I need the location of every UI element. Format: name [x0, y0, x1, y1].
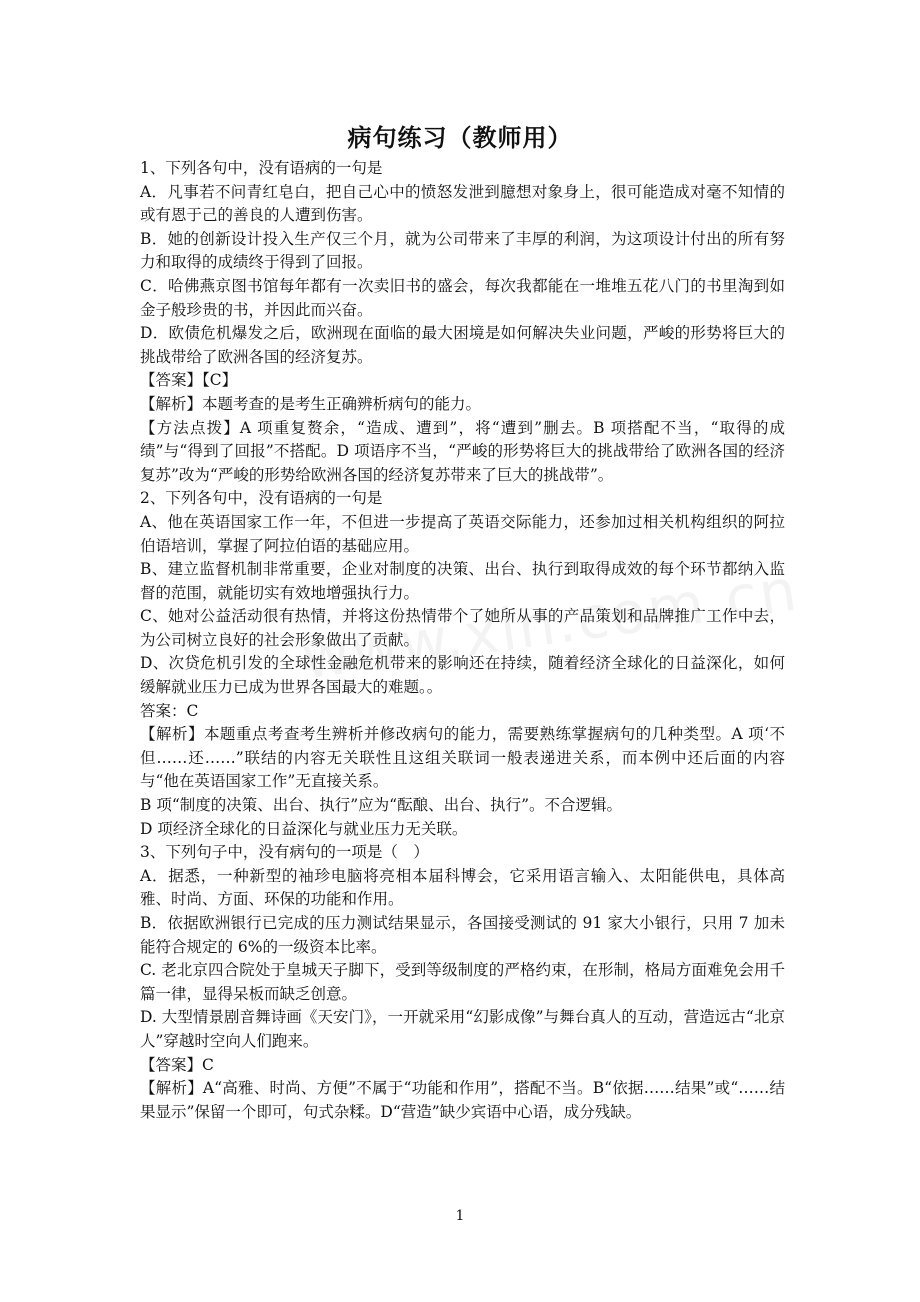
document-title: 病句练习（教师用）: [347, 123, 573, 152]
paragraph: A．据悉，一种新型的袖珍电脑将亮相本届科博会，它采用语言输入、太阳能供电，具体高雅、时尚、方面、环保的功能和作用。: [140, 866, 785, 909]
paragraph: 2、下列各句中，没有语病的一句是: [140, 489, 383, 508]
paragraph: B．她的创新设计投入生产仅三个月，就为公司带来了丰厚的利润，为这项设计付出的所有努力和取得的成绩终于得到了回报。: [140, 229, 785, 272]
paragraph: D. 大型情景剧音舞诗画《天安门》，一开就采用“幻影成像”与舞台真人的互动，营造远古“北京人”穿越时空向人们跑来。: [140, 1008, 785, 1050]
paragraph: 【答案】C: [140, 1055, 214, 1074]
paragraph: D、次贷危机引发的全球性金融危机带来的影响还在持续，随着经济全球化的日益深化，如何缓解就业压力已成为世界各国最大的难题。。: [140, 654, 785, 697]
paragraph: 【答案】【C】: [140, 371, 238, 390]
paragraph: 3、下列句子中，没有病句的一项是（ ）: [140, 843, 429, 862]
paragraph: A、他在英语国家工作一年，不但进一步提高了英语交际能力，还参加过相关机构组织的阿拉伯语培训，掌握了阿拉伯语的基础应用。: [140, 512, 785, 555]
paragraph: B 项“制度的决策、出台、执行”应为“酝酿、出台、执行”。不合逻辑。: [140, 796, 623, 815]
paragraph: C、她对公益活动很有热情，并将这份热情带个了她所从事的产品策划和品牌推广工作中去，为公司树立良好的社会形象做出了贡献。: [140, 607, 785, 649]
document-body: [140, 157, 785, 1124]
paragraph: 【解析】本题考查的是考生正确辨析病句的能力。: [140, 394, 482, 413]
paragraph: 【解析】A“高雅、时尚、方便”不属于“功能和作用”，搭配不当。B“依据……结果”或“……结果显示”保留一个即可，句式杂糅。D“营造”缺少宾语中心语，成分残缺。: [140, 1079, 785, 1121]
paragraph: B．依据欧洲银行已完成的压力测试结果显示，各国接受测试的 91 家大小银行，只用 7 加未能符合规定的 6%的一级资本比率。: [140, 914, 785, 956]
paragraph: 【解析】本题重点考查考生辨析并修改病句的能力，需要熟练掌握病句的几种类型。A 项‘不但……还……”联结的内容无关联性且这组关联词一般表递进关系，而本例中还后面的内容与“他在英语国家工作”无直接关系。: [140, 725, 785, 791]
paragraph: 答案：C: [140, 701, 199, 720]
paragraph: A．凡事若不问青红皂白，把自己心中的愤怒发泄到臆想对象身上，很可能造成对毫不知情的或有恩于己的善良的人遭到伤害。: [140, 182, 785, 225]
paragraph: C．哈佛燕京图书馆每年都有一次卖旧书的盛会，每次我都能在一堆堆五花八门的书里淘到如金子般珍贵的书，并因此而兴奋。: [140, 276, 785, 319]
paragraph: D 项经济全球化的日益深化与就业压力无关联。: [140, 819, 468, 838]
paragraph: C. 老北京四合院处于皇城天子脚下，受到等级制度的严格约束，在形制，格局方面难免会用千篇一律，显得呆板而缺乏创意。: [140, 961, 785, 1003]
paragraph: 【方法点拨】A 项重复赘余，“造成、遭到”，将“遭到”删去。B 项搭配不当，“取得的成绩”与“得到了回报”不搭配。D 项语序不当，“严峻的形势将巨大的挑战带给了欧洲各国的经济复苏”改为“严峻的形势给欧洲各国的经济复苏带来了巨大的挑战带”。: [140, 418, 785, 484]
paragraph: B、建立监督机制非常重要，企业对制度的决策、出台、执行到取得成效的每个环节都纳入监督的范围，就能切实有效地增强执行力。: [140, 560, 785, 602]
paragraph: D．欧债危机爆发之后，欧洲现在面临的最大困境是如何解决失业问题，严峻的形势将巨大的挑战带给了欧洲各国的经济复苏。: [140, 324, 785, 366]
page-number: 1: [455, 1208, 465, 1224]
paragraph: 1、下列各句中，没有语病的一句是: [140, 159, 383, 177]
